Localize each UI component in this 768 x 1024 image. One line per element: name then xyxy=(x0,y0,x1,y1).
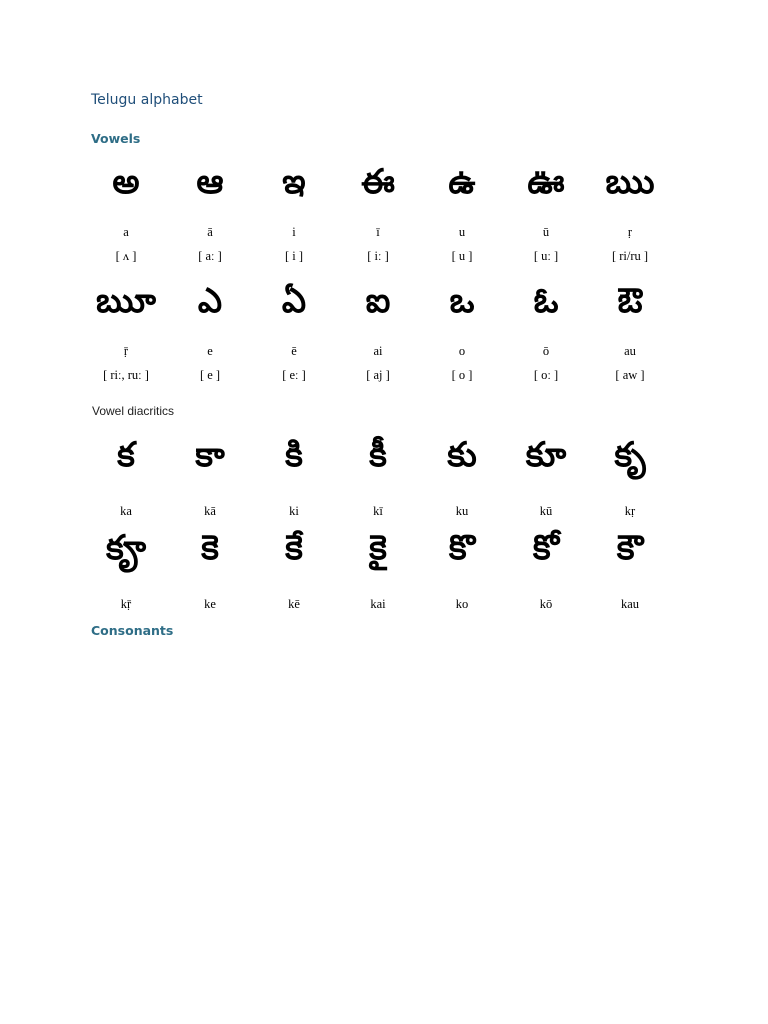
diacritic-row-1 xyxy=(84,435,672,519)
diacritic-cell xyxy=(588,528,672,612)
vowel-roman: ṛ xyxy=(627,225,633,239)
diacritic-row-2 xyxy=(84,528,672,612)
page-title: Telugu alphabet xyxy=(91,92,203,108)
diacritic-roman: ki xyxy=(289,504,299,518)
vowel-cell xyxy=(420,162,504,264)
vowel-glyph: ఐ xyxy=(365,281,391,321)
vowel-ipa: [ eː ] xyxy=(282,368,306,382)
diacritic-glyph xyxy=(168,528,252,568)
consonant-base: క xyxy=(369,435,387,475)
diacritic-glyph xyxy=(504,435,588,475)
vowel-ipa: [ ri/ru ] xyxy=(611,249,649,263)
vowel-roman: i xyxy=(292,225,296,239)
vowel-cell xyxy=(336,281,420,383)
consonant-base: క xyxy=(195,435,225,475)
diacritic-cell xyxy=(420,435,504,519)
consonant-base: క xyxy=(285,528,303,568)
vowel-ipa: [ o ] xyxy=(451,368,473,382)
vowel-cell xyxy=(588,281,672,383)
vowel-glyph: ఓ xyxy=(533,281,559,321)
vowel-roman: ū xyxy=(542,225,550,239)
vowel-cell xyxy=(168,162,252,264)
diacritic-glyph xyxy=(336,528,420,568)
consonant-base: క xyxy=(525,435,567,475)
consonants-heading: Consonants xyxy=(91,623,174,638)
diacritic-roman: kai xyxy=(370,597,386,611)
diacritic-cell xyxy=(336,528,420,612)
diacritic-cell xyxy=(336,435,420,519)
diacritic-glyph xyxy=(168,435,252,475)
vowel-roman: ī xyxy=(376,225,380,239)
vowel-glyph: ఒ xyxy=(449,281,475,321)
consonant-base: క xyxy=(285,435,303,475)
diacritic-cell xyxy=(420,528,504,612)
vowel-ipa: [ e ] xyxy=(199,368,221,382)
diacritic-cell xyxy=(168,435,252,519)
vowel-glyph: ఊ xyxy=(527,162,565,202)
vowel-roman: au xyxy=(624,344,636,358)
vowel-diacritics-heading: Vowel diacritics xyxy=(92,404,175,418)
diacritic-roman: kū xyxy=(539,504,553,518)
vowel-row-1 xyxy=(84,162,672,264)
vowel-glyph: ఉ xyxy=(448,162,476,202)
vowel-cell xyxy=(84,281,168,383)
diacritic-cell xyxy=(504,528,588,612)
vowel-glyph: ఎ xyxy=(197,281,223,321)
vowel-glyph: ఋ xyxy=(605,162,655,202)
vowel-glyph: ఈ xyxy=(361,162,395,202)
consonant-base: క xyxy=(448,528,476,568)
diacritic-roman: ka xyxy=(120,504,132,518)
vowel-ipa: [ u ] xyxy=(451,249,473,263)
diacritic-glyph xyxy=(84,435,168,475)
diacritic-cell xyxy=(84,435,168,519)
vowel-cell xyxy=(168,281,252,383)
vowel-glyph: ఆ xyxy=(196,162,224,202)
vowel-roman: ā xyxy=(207,225,213,239)
diacritic-cell xyxy=(168,528,252,612)
consonant-base: క xyxy=(614,435,646,475)
vowel-ipa: [ ʌ ] xyxy=(115,249,137,263)
vowel-roman: ai xyxy=(373,344,383,358)
vowel-cell xyxy=(420,281,504,383)
vowel-row-2 xyxy=(84,281,672,383)
diacritic-roman: kau xyxy=(620,597,640,611)
diacritic-glyph xyxy=(252,435,336,475)
vowel-roman: ṝ xyxy=(123,344,129,358)
diacritic-cell xyxy=(84,528,168,612)
vowel-ipa: [ iː ] xyxy=(367,249,389,263)
diacritic-roman: ko xyxy=(455,597,469,611)
diacritic-glyph xyxy=(420,435,504,475)
vowel-cell xyxy=(504,162,588,264)
diacritic-glyph xyxy=(588,528,672,568)
consonant-base: క xyxy=(201,528,219,568)
vowel-ipa: [ aj ] xyxy=(366,368,390,382)
diacritic-cell xyxy=(252,528,336,612)
diacritic-glyph xyxy=(420,528,504,568)
vowel-cell xyxy=(252,281,336,383)
vowel-cell xyxy=(588,162,672,264)
vowel-cell xyxy=(252,162,336,264)
vowel-roman: o xyxy=(458,344,466,358)
vowel-cell xyxy=(336,162,420,264)
diacritic-glyph xyxy=(588,435,672,475)
diacritic-roman: kē xyxy=(288,597,300,611)
consonant-base: క xyxy=(369,528,387,568)
vowel-glyph: అ xyxy=(112,162,140,202)
diacritic-cell xyxy=(252,435,336,519)
vowel-glyph: ఇ xyxy=(282,162,306,202)
consonant-base: క xyxy=(117,435,135,475)
vowel-roman: a xyxy=(123,225,129,239)
vowel-ipa: [ oː ] xyxy=(533,368,559,382)
vowel-ipa: [ aː ] xyxy=(198,249,222,263)
vowel-glyph: ఏ xyxy=(281,281,307,321)
vowel-ipa: [ uː ] xyxy=(533,249,559,263)
vowel-glyph: ౠ xyxy=(96,281,156,321)
diacritic-glyph xyxy=(504,528,588,568)
consonant-base: క xyxy=(105,528,147,568)
consonant-base: క xyxy=(616,528,644,568)
vowel-roman: ō xyxy=(542,344,550,358)
diacritic-roman: kṝ xyxy=(120,597,132,611)
diacritic-roman: kṛ xyxy=(624,504,636,518)
diacritic-cell xyxy=(588,435,672,519)
consonant-base: క xyxy=(532,528,560,568)
diacritic-roman: kī xyxy=(373,504,383,518)
vowel-roman: ē xyxy=(291,344,297,358)
vowel-ipa: [ i ] xyxy=(284,249,304,263)
vowel-ipa: [ riː, ruː ] xyxy=(103,368,149,382)
vowel-cell xyxy=(84,162,168,264)
diacritic-glyph xyxy=(252,528,336,568)
vowel-roman: e xyxy=(207,344,213,358)
vowel-glyph: ఔ xyxy=(617,281,643,321)
vowel-roman: u xyxy=(458,225,466,239)
diacritic-glyph xyxy=(84,528,168,568)
diacritic-roman: kā xyxy=(204,504,216,518)
diacritic-glyph xyxy=(336,435,420,475)
diacritic-roman: ku xyxy=(455,504,469,518)
diacritic-roman: ke xyxy=(204,597,216,611)
vowel-ipa: [ aw ] xyxy=(615,368,645,382)
diacritic-roman: kō xyxy=(539,597,553,611)
consonant-base: క xyxy=(447,435,477,475)
diacritic-cell xyxy=(504,435,588,519)
vowel-cell xyxy=(504,281,588,383)
vowels-heading: Vowels xyxy=(91,131,141,146)
